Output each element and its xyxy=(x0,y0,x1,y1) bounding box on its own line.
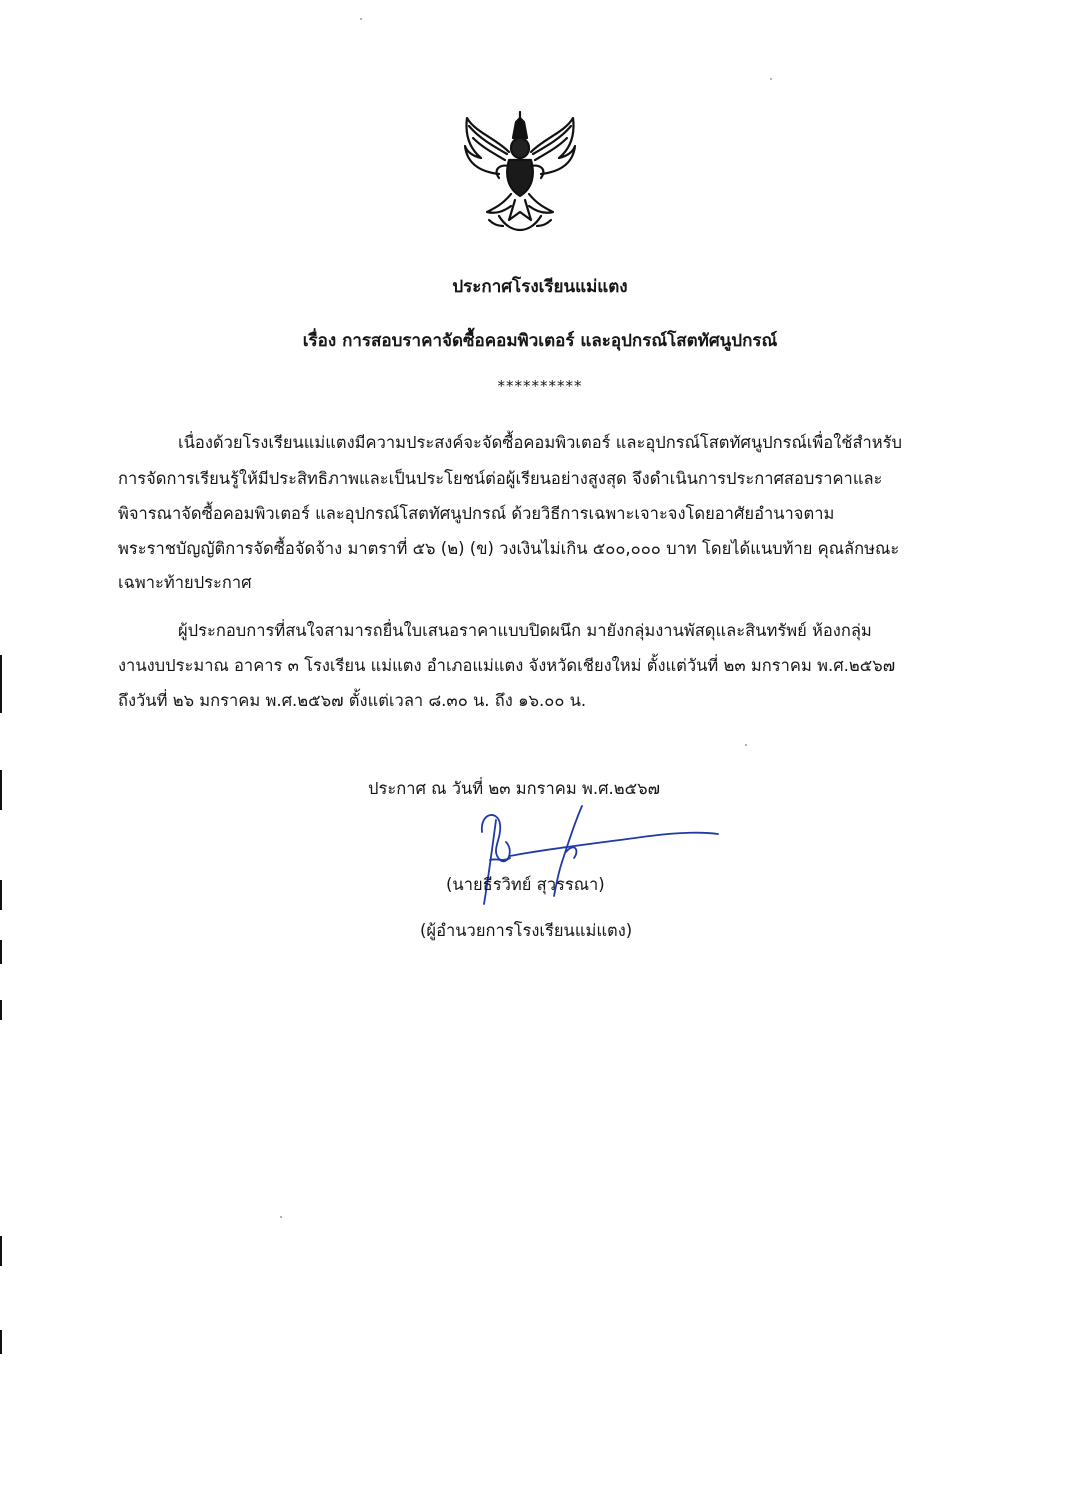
separator: ********** xyxy=(497,377,583,395)
paragraph2-line: ผู้ประกอบการที่สนใจสามารถยื่นใบเสนอราคาแบบปิดผนึก มายังกลุ่มงานพัสดุและสินทรัพย์ ห้องกลุ่ม xyxy=(178,621,872,640)
scan-edge-mark xyxy=(0,655,2,713)
announcement-date: ประกาศ ณ วันที่ ๒๓ มกราคม พ.ศ.๒๕๖๗ xyxy=(368,779,661,798)
announcement-title: ประกาศโรงเรียนแม่แตง xyxy=(452,277,628,297)
paragraph1-line: การจัดการเรียนรู้ให้มีประสิทธิภาพและเป็นประโยชน์ต่อผู้เรียนอย่างสูงสุด จึงดำเนินการประกาศสอบราคาและ xyxy=(118,469,883,488)
paragraph2-line: ถึงวันที่ ๒๖ มกราคม พ.ศ.๒๕๖๗ ตั้งแต่เวลา ๘.๓๐ น. ถึง ๑๖.๐๐ น. xyxy=(118,691,587,710)
paragraph2-line: งานงบประมาณ อาคาร ๓ โรงเรียน แม่แตง อำเภอแม่แตง จังหวัดเชียงใหม่ ตั้งแต่วันที่ ๒๓ มกราคม พ.ศ.๒๕๖๗ xyxy=(118,656,896,675)
signer-name: (นายธีรวิทย์ สุวรรณา) xyxy=(446,875,605,894)
announcement-subject: เรื่อง การสอบราคาจัดซื้อคอมพิวเตอร์ และอุปกรณ์โสตทัศนูปกรณ์ xyxy=(302,331,778,351)
scan-edge-mark xyxy=(0,770,2,810)
paragraph1-line: พระราชบัญญัติการจัดซื้อจัดจ้าง มาตราที่ ๕๖ (๒) (ข) วงเงินไม่เกิน ๕๐๐,๐๐๐ บาท โดยได้แนบท้าย คุณลักษณะ xyxy=(118,539,900,558)
scan-speck xyxy=(280,1216,282,1218)
garuda-emblem-icon xyxy=(459,108,581,234)
paragraph1-line: เนื่องด้วยโรงเรียนแม่แตงมีความประสงค์จะจัดซื้อคอมพิวเตอร์ และอุปกรณ์โสตทัศนูปกรณ์เพื่อใช้สำหรับ xyxy=(178,433,903,452)
scan-speck xyxy=(745,744,747,746)
scan-edge-mark xyxy=(0,1330,2,1354)
signer-position: (ผู้อำนวยการโรงเรียนแม่แตง) xyxy=(420,921,633,940)
paragraph1-line: เฉพาะท้ายประกาศ xyxy=(118,573,252,592)
scan-edge-mark xyxy=(0,1236,2,1266)
scan-speck xyxy=(360,18,362,20)
scan-edge-mark xyxy=(0,940,2,964)
scan-edge-mark xyxy=(0,1000,2,1020)
scan-edge-mark xyxy=(0,880,2,910)
paragraph1-line: พิจารณาจัดซื้อคอมพิวเตอร์ และอุปกรณ์โสตทัศนูปกรณ์ ด้วยวิธีการเฉพาะเจาะจงโดยอาศัยอำนาจตาม xyxy=(118,504,835,523)
scan-speck xyxy=(770,78,772,80)
